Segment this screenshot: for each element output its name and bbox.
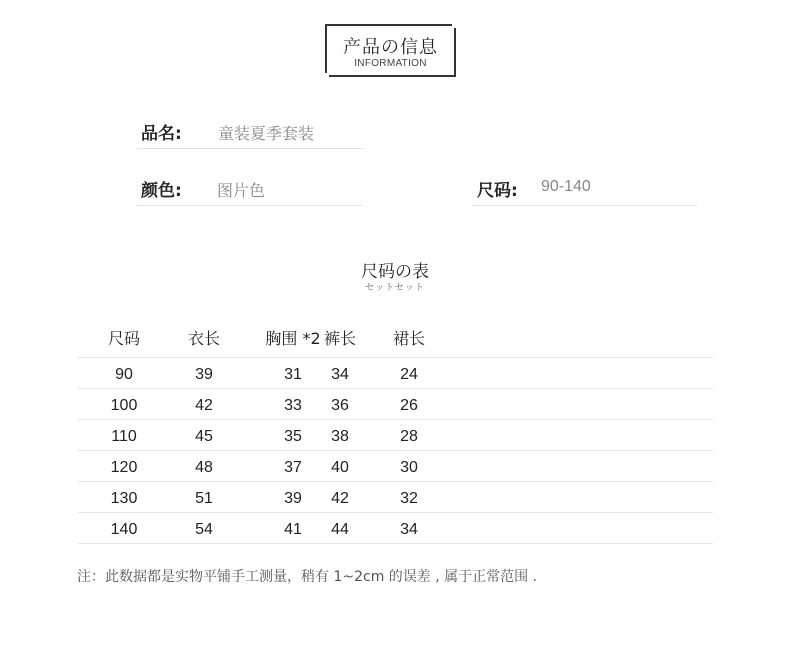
size-value: 90-140 bbox=[541, 178, 591, 195]
cell-size: 90 bbox=[115, 366, 133, 383]
cell-pants-length: 38 bbox=[331, 428, 349, 445]
cell-skirt-length: 32 bbox=[400, 490, 418, 507]
cell-size: 120 bbox=[110, 459, 138, 476]
cell-chest: 41 bbox=[284, 521, 302, 538]
cell-size: 100 bbox=[110, 397, 138, 414]
cell-chest: 37 bbox=[284, 459, 302, 476]
cell-pants-length: 42 bbox=[331, 490, 349, 507]
table-row bbox=[78, 420, 713, 451]
size-label: 尺码: bbox=[477, 181, 518, 201]
size-field bbox=[473, 176, 697, 206]
header-chest: 胸围 *2 bbox=[265, 329, 321, 348]
cell-skirt-length: 26 bbox=[400, 397, 418, 414]
table-row bbox=[78, 482, 713, 513]
cell-top-length: 42 bbox=[195, 397, 213, 414]
cell-skirt-length: 24 bbox=[400, 366, 418, 383]
table-row bbox=[78, 451, 713, 482]
cell-size: 110 bbox=[111, 428, 137, 445]
page-subtitle: INFORMATION bbox=[354, 58, 427, 69]
color-label: 颜色: bbox=[141, 181, 182, 201]
size-table bbox=[78, 326, 713, 544]
cell-size: 130 bbox=[110, 490, 138, 507]
cell-chest: 31 bbox=[284, 366, 302, 383]
color-value: 图片色 bbox=[217, 181, 266, 200]
header-top-length: 衣长 bbox=[187, 329, 220, 348]
cell-chest: 35 bbox=[284, 428, 302, 445]
cell-pants-length: 36 bbox=[331, 397, 349, 414]
header-pants-length: 裤长 bbox=[323, 329, 356, 348]
page-title: 产品の信息 bbox=[343, 37, 438, 58]
info-title-box bbox=[325, 24, 456, 77]
table-row bbox=[78, 389, 713, 420]
cell-top-length: 48 bbox=[195, 459, 213, 476]
product-name-field bbox=[137, 119, 363, 149]
cell-top-length: 54 bbox=[195, 521, 213, 538]
cell-size: 140 bbox=[110, 521, 138, 538]
size-chart-subtitle: セットセット bbox=[365, 283, 425, 293]
cell-top-length: 39 bbox=[195, 366, 213, 383]
cell-top-length: 51 bbox=[195, 490, 213, 507]
color-field bbox=[137, 176, 363, 206]
product-name-label: 品名: bbox=[141, 124, 182, 144]
cell-skirt-length: 28 bbox=[400, 428, 418, 445]
header-skirt-length: 裙长 bbox=[392, 329, 425, 348]
table-row bbox=[78, 513, 713, 544]
cell-skirt-length: 30 bbox=[400, 459, 418, 476]
cell-top-length: 45 bbox=[195, 428, 213, 445]
cell-pants-length: 40 bbox=[331, 459, 349, 476]
cell-skirt-length: 34 bbox=[400, 521, 418, 538]
table-header-row bbox=[78, 326, 713, 358]
cell-chest: 39 bbox=[284, 490, 302, 507]
size-chart-title: 尺码の表 bbox=[361, 262, 429, 282]
cell-pants-length: 34 bbox=[331, 366, 349, 383]
header-size: 尺码 bbox=[107, 329, 140, 348]
product-name-value: 童装夏季套装 bbox=[218, 124, 315, 143]
measurement-note: 注：此数据都是实物平铺手工测量，稍有 1~2cm 的误差 , 属于正常范围 . bbox=[77, 569, 538, 585]
cell-pants-length: 44 bbox=[331, 521, 349, 538]
cell-chest: 33 bbox=[284, 397, 302, 414]
table-row bbox=[78, 358, 713, 389]
